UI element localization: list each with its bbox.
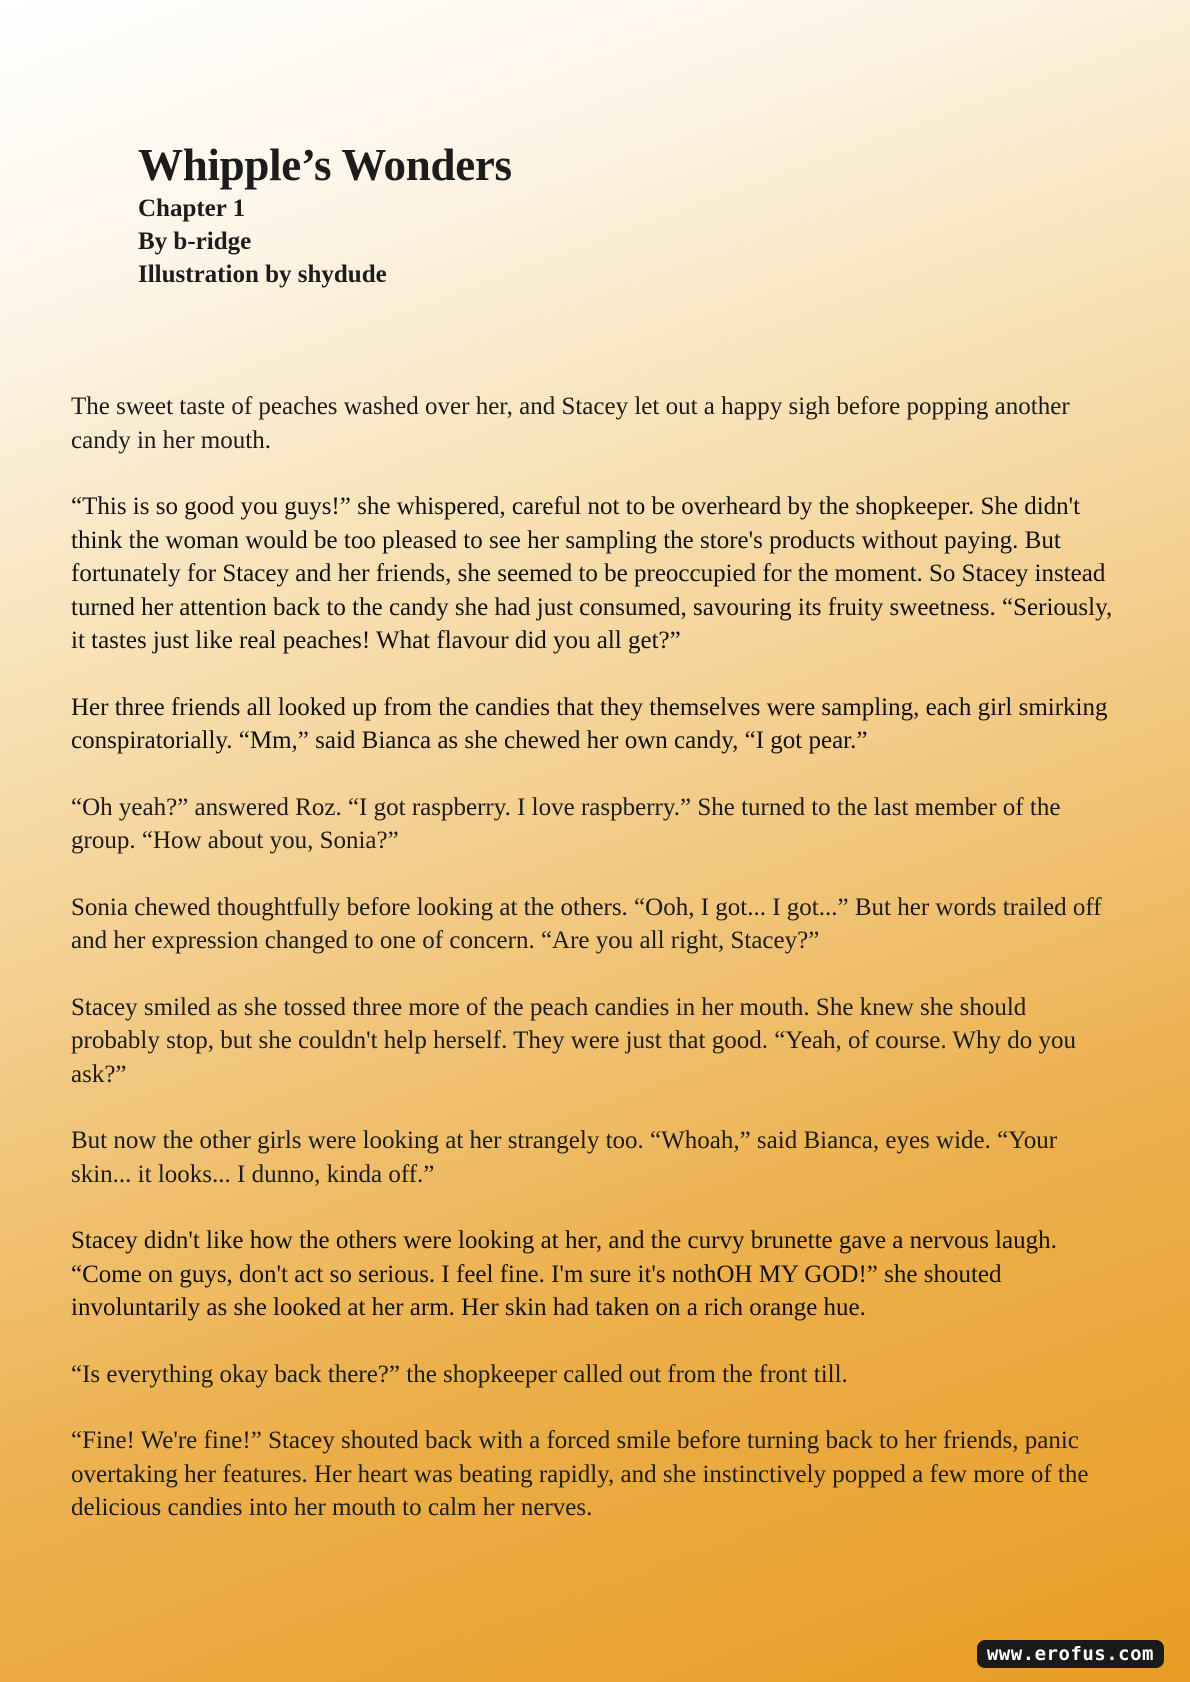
paragraph: “Oh yeah?” answered Roz. “I got raspberry. I love raspberry.” She turned to the last member of the group. “How about you, Sonia?”: [71, 793, 1061, 854]
author-credit: By b-ridge: [138, 228, 252, 255]
story-header: [138, 138, 938, 291]
paragraph: “Is everything okay back there?” the shopkeeper called out from the front till.: [71, 1360, 848, 1388]
paragraph: The sweet taste of peaches washed over her, and Stacey let out a happy sigh before popping another candy in her mouth.: [71, 393, 1070, 454]
story-title: Whipple’s Wonders: [138, 140, 512, 190]
paragraph: Sonia chewed thoughtfully before looking at the others. “Ooh, I got... I got...” But her words trailed off and her expression changed to one of concern. “Are you all right, Stacey?”: [71, 893, 1102, 954]
chapter-label: Chapter 1: [138, 195, 246, 222]
site-watermark: www.erofus.com: [977, 1640, 1164, 1668]
paragraph: Stacey smiled as she tossed three more of the peach candies in her mouth. She knew she should probably stop, but she couldn't help herself. They were just that good. “Yeah, of course. Why do you ask?”: [71, 993, 1077, 1088]
paragraph: Stacey didn't like how the others were looking at her, and the curvy brunette gave a nervous laugh. “Come on guys, don't act so serious. I feel fine. I'm sure it's nothOH MY GOD!” she shouted involuntarily as she looked at her arm. Her skin had taken on a rich orange hue.: [71, 1227, 1057, 1321]
illustrator-credit: Illustration by shydude: [138, 261, 387, 288]
paragraph: “Fine! We're fine!” Stacey shouted back with a forced smile before turning back to her friends, panic overtaking her features. Her heart was beating rapidly, and she instinctively popped a few more of the delicious candies into her mouth to calm her nerves.: [71, 1427, 1089, 1521]
paragraph: But now the other girls were looking at her strangely too. “Whoah,” said Bianca, eyes wide. “Your skin... it looks... I dunno, kinda off.”: [71, 1127, 1058, 1188]
story-body: [71, 390, 1121, 1558]
paragraph: “This is so good you guys!” she whispered, careful not to be overheard by the shopkeeper. She didn't think the woman would be too pleased to see her sampling the store's products without paying. But fortunately for Stacey and her friends, she seemed to be preoccupied for the moment. So Stacey instead turned her attention back to the candy she had just consumed, savouring its fruity sweetness. “Seriously, it tastes just like real peaches! What flavour did you all get?”: [71, 493, 1113, 654]
paragraph: Her three friends all looked up from the candies that they themselves were sampling, each girl smirking conspiratorially. “Mm,” said Bianca as she chewed her own candy, “I got pear.”: [71, 693, 1108, 754]
